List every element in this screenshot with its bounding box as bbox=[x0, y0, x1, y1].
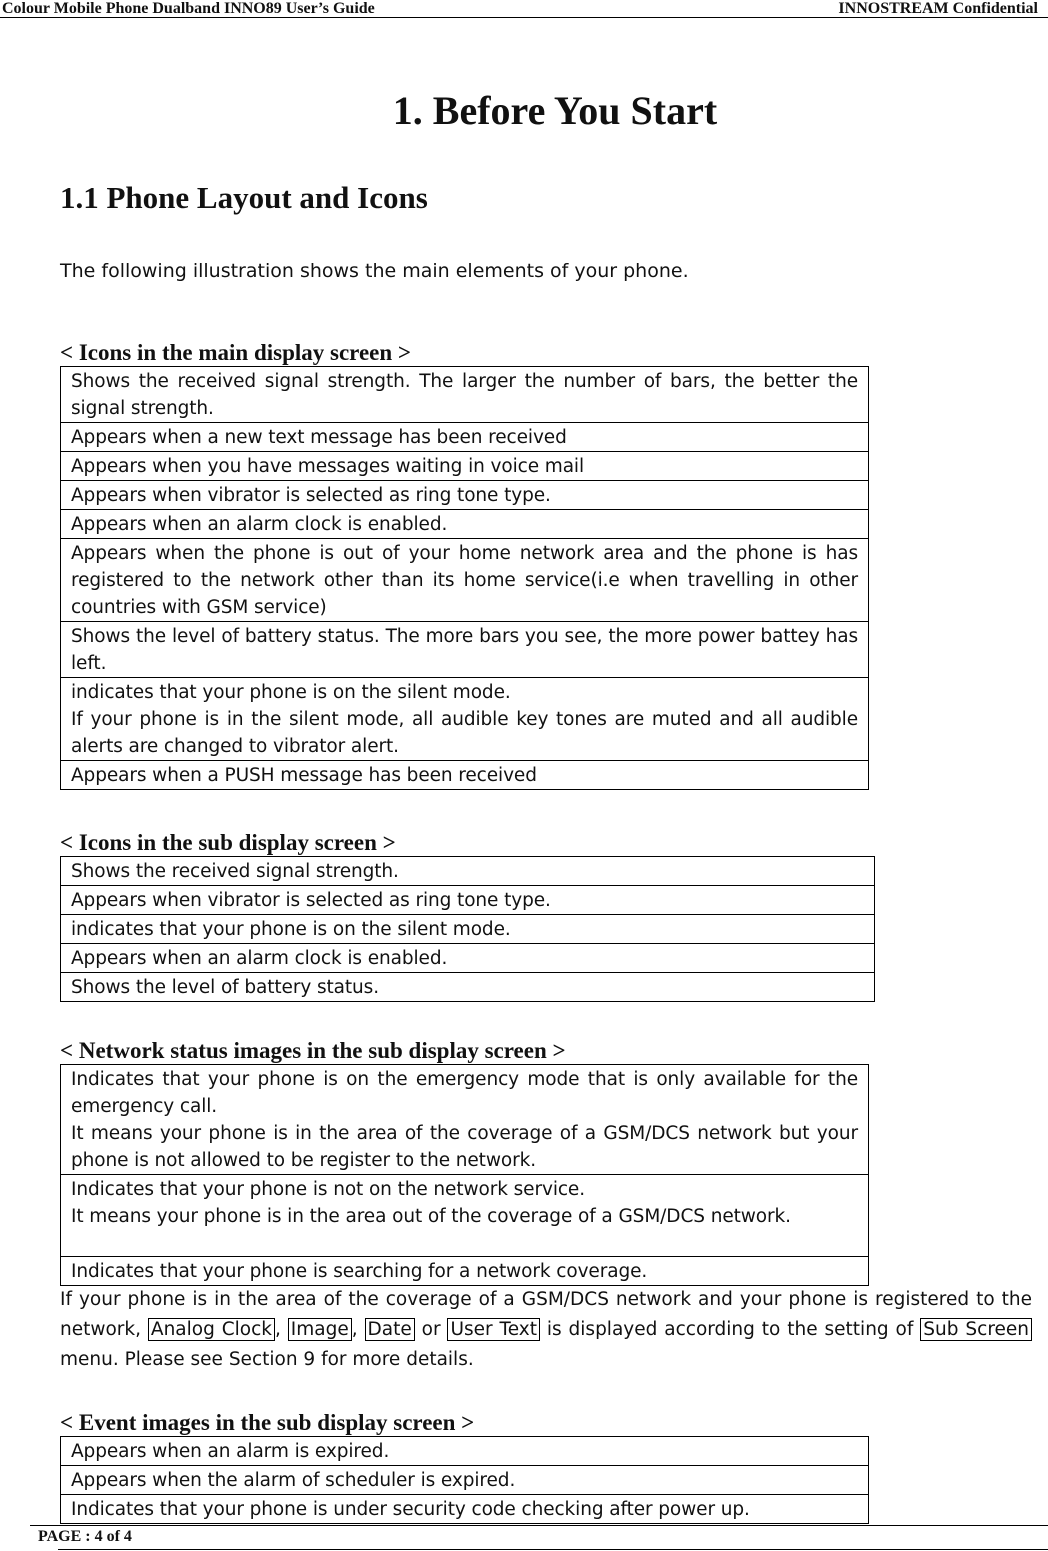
table-row bbox=[61, 944, 875, 973]
header-confidential: INNOSTREAM Confidential bbox=[838, 0, 1038, 17]
footer-rule-top bbox=[30, 1525, 1048, 1526]
table-row bbox=[61, 857, 875, 886]
sub-display-heading: < Icons in the sub display screen > bbox=[60, 830, 396, 855]
main-display-row-alarm: Appears when an alarm clock is enabled. bbox=[61, 510, 869, 539]
sub-display-row-battery: Shows the level of battery status. bbox=[61, 973, 875, 1002]
event-row-security-code: Indicates that your phone is under security code checking after power up. bbox=[61, 1495, 869, 1524]
table-row bbox=[61, 510, 869, 539]
option-date: Date bbox=[365, 1318, 415, 1341]
header-doc-title: Colour Mobile Phone Dualband INNO89 User’s Guide bbox=[2, 0, 375, 17]
option-user-text: User Text bbox=[447, 1318, 539, 1341]
sub-display-row-alarm: Appears when an alarm clock is enabled. bbox=[61, 944, 875, 973]
table-row bbox=[61, 423, 869, 452]
main-display-row-signal: Shows the received signal strength. The larger the number of bars, the better the signal strength. bbox=[61, 367, 869, 423]
option-image: Image bbox=[288, 1318, 352, 1341]
chapter-title: 1. Before You Start bbox=[392, 88, 718, 133]
table-row bbox=[61, 539, 869, 622]
main-display-row-push: Appears when a PUSH message has been received bbox=[61, 761, 869, 790]
table-row bbox=[61, 622, 869, 678]
table-row bbox=[61, 1065, 869, 1175]
table-row bbox=[61, 915, 875, 944]
table-row bbox=[61, 1466, 869, 1495]
table-row bbox=[61, 1437, 869, 1466]
main-display-row-silent: indicates that your phone is on the silent mode. If your phone is in the silent mode, all audible key tones are muted and all audible alerts are changed to vibrator alert. bbox=[61, 678, 869, 761]
table-row bbox=[61, 678, 869, 761]
table-row bbox=[61, 973, 875, 1002]
table-row bbox=[61, 367, 869, 423]
table-row bbox=[61, 452, 869, 481]
option-analog-clock: Analog Clock bbox=[148, 1318, 275, 1341]
event-images-table bbox=[60, 1436, 869, 1524]
main-display-table bbox=[60, 366, 869, 790]
section-title: 1.1 Phone Layout and Icons bbox=[60, 180, 428, 215]
table-row bbox=[61, 481, 869, 510]
network-row-emergency: Indicates that your phone is on the emergency mode that is only available for the emergency call. It means your phone is in the area of the coverage of a GSM/DCS network but your phone is not allowed to be register to the network. bbox=[61, 1065, 869, 1175]
intro-paragraph: The following illustration shows the main elements of your phone. bbox=[60, 260, 689, 282]
main-display-row-roaming: Appears when the phone is out of your home network area and the phone is has registered to the network other than its home service(i.e when travelling in other countries with GSM service) bbox=[61, 539, 869, 622]
main-display-row-voice-mail: Appears when you have messages waiting in voice mail bbox=[61, 452, 869, 481]
sub-display-row-signal: Shows the received signal strength. bbox=[61, 857, 875, 886]
event-images-heading: < Event images in the sub display screen > bbox=[60, 1410, 475, 1435]
network-status-heading: < Network status images in the sub display screen > bbox=[60, 1038, 566, 1063]
table-row bbox=[61, 886, 875, 915]
page-number: PAGE : 4 of 4 bbox=[38, 1528, 132, 1545]
main-display-row-battery: Shows the level of battery status. The more bars you see, the more power battey has left. bbox=[61, 622, 869, 678]
event-row-scheduler-expired: Appears when the alarm of scheduler is expired. bbox=[61, 1466, 869, 1495]
network-row-searching: Indicates that your phone is searching for a network coverage. bbox=[61, 1257, 869, 1286]
main-display-row-text-message: Appears when a new text message has been received bbox=[61, 423, 869, 452]
sub-screen-note: If your phone is in the area of the coverage of a GSM/DCS network and your phone is registered to the network, Analog Clock , Image , Date or User Text is displayed according to the setting of Sub Screen menu. Please see Section 9 for more details. bbox=[60, 1289, 1032, 1370]
sub-display-row-silent: indicates that your phone is on the silent mode. bbox=[61, 915, 875, 944]
footer-rule-bottom bbox=[58, 1549, 1048, 1550]
table-row bbox=[61, 1495, 869, 1524]
network-status-table bbox=[60, 1064, 869, 1286]
sub-display-table bbox=[60, 856, 875, 1002]
table-row bbox=[61, 1257, 869, 1286]
table-row bbox=[61, 761, 869, 790]
sub-display-row-vibrator: Appears when vibrator is selected as ring tone type. bbox=[61, 886, 875, 915]
main-display-heading: < Icons in the main display screen > bbox=[60, 340, 412, 365]
event-row-alarm-expired: Appears when an alarm is expired. bbox=[61, 1437, 869, 1466]
header-rule bbox=[0, 17, 1048, 18]
menu-sub-screen: Sub Screen bbox=[920, 1318, 1032, 1341]
main-display-row-vibrator: Appears when vibrator is selected as ring tone type. bbox=[61, 481, 869, 510]
network-row-no-service: Indicates that your phone is not on the network service. It means your phone is in the area out of the coverage of a GSM/DCS network. bbox=[61, 1175, 869, 1257]
table-row bbox=[61, 1175, 869, 1257]
